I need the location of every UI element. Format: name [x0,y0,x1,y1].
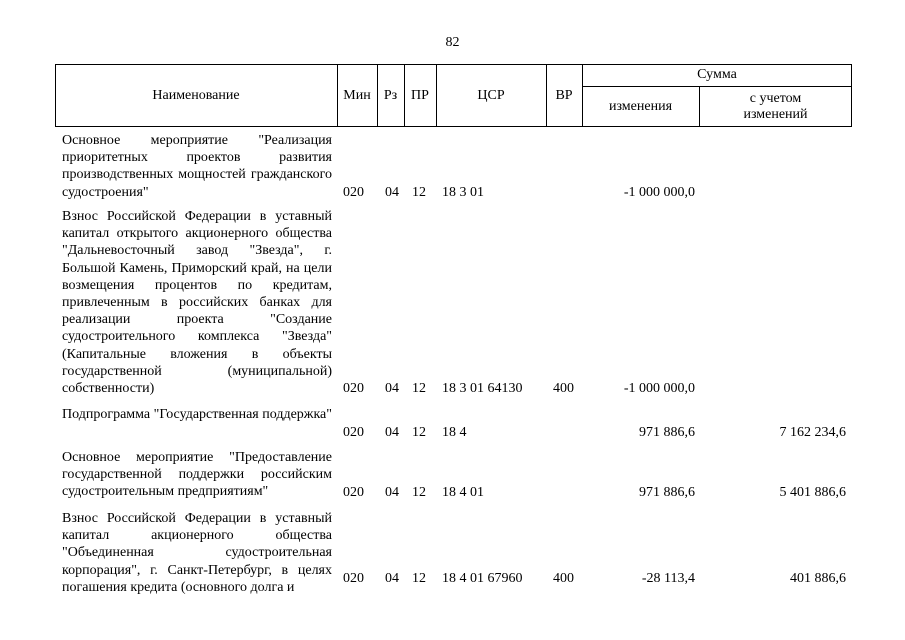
row-name: Взнос Российской Федерации в уставный капитал открытого акционерного общества "Дальневосточный завод "Звезда", г. Большой Камень, Приморский край, на цели возмещения процентов по кредитам, привлеченным в российских банках для реализации проекта "Создание судостроительного комплекса "Звезда" (Капитальные вложения в объекты государственной (муниципальной) собственности) [62,209,332,397]
row-csr: 18 4 01 67960 [442,571,523,586]
header-csr: ЦСР [477,87,505,103]
table-row [0,510,905,595]
row-rz: 04 [385,185,399,200]
row-min: 020 [343,185,364,200]
row-name: Подпрограмма "Государственная поддержка" [62,407,332,422]
row-change: -1 000 000,0 [623,381,695,396]
row-name: Взнос Российской Федерации в уставный капитал акционерного общества "Объединенная судостроительная корпорация", г. Санкт-Петербург, в целях погашения кредита (основного долга и [62,511,332,595]
row-min: 020 [343,485,364,500]
row-name: Основное мероприятие "Предоставление государственной поддержки российским судостроительным предприятиям" [62,450,332,500]
row-pr: 12 [412,571,426,586]
row-csr: 18 3 01 [442,185,484,200]
table-row [0,449,905,501]
header-min: Мин [343,87,371,103]
row-csr: 18 3 01 64130 [442,381,523,396]
row-change: 971 886,6 [639,485,695,500]
row-total: 7 162 234,6 [779,425,846,440]
table-row [0,132,905,201]
row-pr: 12 [412,485,426,500]
header-pr: ПР [411,87,429,103]
row-rz: 04 [385,485,399,500]
row-rz: 04 [385,571,399,586]
header-rz: Рз [383,87,398,103]
header-name: Наименование [152,87,240,103]
row-min: 020 [343,571,364,586]
header-sum: Сумма [697,67,737,82]
row-vr: 400 [553,571,574,586]
header-change: изменения [608,98,673,114]
page-number: 82 [445,35,460,50]
row-rz: 04 [385,381,399,396]
row-change: 971 886,6 [639,425,695,440]
table-header [55,64,852,127]
row-pr: 12 [412,425,426,440]
header-with-change: с учетом изменений [743,90,808,122]
row-change: -1 000 000,0 [623,185,695,200]
row-vr: 400 [553,381,574,396]
table-row [0,406,905,441]
table-row [0,208,905,397]
row-pr: 12 [412,185,426,200]
row-change: -28 113,4 [641,571,695,586]
row-total: 401 886,6 [790,571,846,586]
row-rz: 04 [385,425,399,440]
row-name: Основное мероприятие "Реализация приоритетных проектов развития производственных мощностей гражданского судостроения" [62,133,332,200]
row-csr: 18 4 [442,425,467,440]
row-min: 020 [343,425,364,440]
row-csr: 18 4 01 [442,485,484,500]
row-total: 5 401 886,6 [779,485,846,500]
row-pr: 12 [412,381,426,396]
header-vr: ВР [555,87,573,103]
row-min: 020 [343,381,364,396]
